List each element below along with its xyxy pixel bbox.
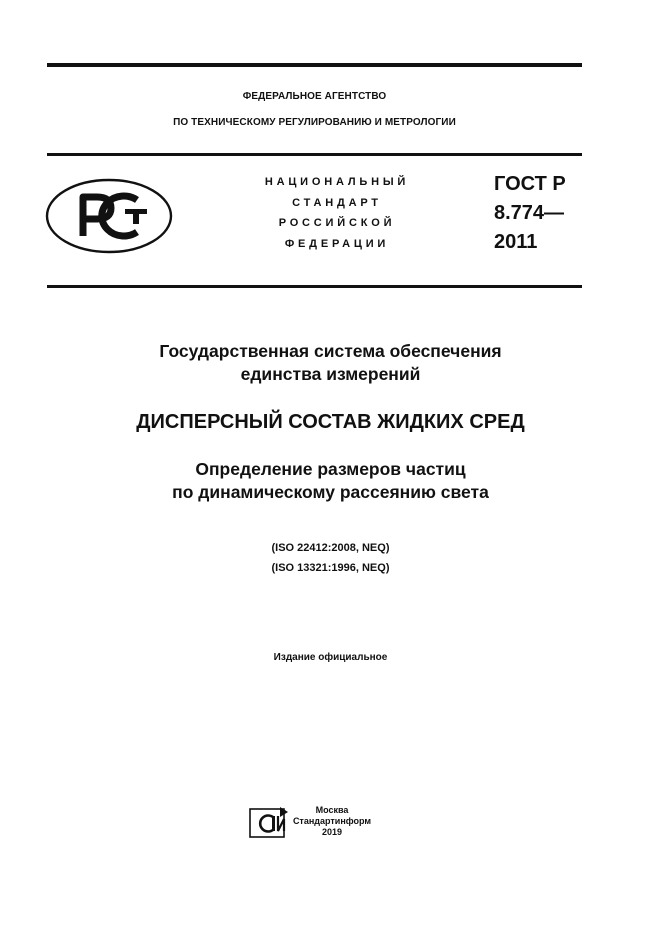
gost-line-2: 8.774— bbox=[494, 202, 565, 224]
system-title bbox=[0, 340, 661, 386]
iso-ref-1: (ISO 22412:2008, NEQ) bbox=[271, 542, 390, 554]
subtitle-line-2: по динамическому рассеянию света bbox=[172, 482, 489, 502]
system-title-line-2: единства измерений bbox=[240, 364, 421, 384]
publisher-info bbox=[290, 805, 374, 838]
iso-references bbox=[0, 538, 661, 578]
top-rule bbox=[47, 63, 582, 67]
national-line-3: РОССИЙСКОЙ bbox=[278, 217, 396, 229]
main-title: ДИСПЕРСНЫЙ СОСТАВ ЖИДКИХ СРЕД bbox=[136, 411, 525, 433]
iso-ref-2: (ISO 13321:1996, NEQ) bbox=[271, 562, 390, 574]
standartinform-logo-icon bbox=[249, 806, 289, 840]
national-standard-label bbox=[232, 172, 442, 254]
agency-line-1: ФЕДЕРАЛЬНОЕ АГЕНТСТВО bbox=[242, 91, 387, 102]
subtitle bbox=[0, 458, 661, 504]
gost-line-3: 2011 bbox=[494, 231, 538, 253]
publisher-name: Стандартинформ bbox=[292, 816, 372, 826]
title-block-rule bbox=[47, 285, 582, 288]
national-line-4: ФЕДЕРАЦИИ bbox=[284, 237, 390, 250]
rst-certification-logo-icon bbox=[45, 178, 173, 254]
agency-line-2: ПО ТЕХНИЧЕСКОМУ РЕГУЛИРОВАНИЮ И МЕТРОЛОГИИ bbox=[173, 117, 456, 128]
national-line-1: НАЦИОНАЛЬНЫЙ bbox=[264, 176, 410, 188]
gost-number bbox=[494, 170, 566, 257]
gost-line-1: ГОСТ Р bbox=[494, 173, 566, 195]
national-line-2: СТАНДАРТ bbox=[292, 196, 382, 209]
subtitle-line-1: Определение размеров частиц bbox=[195, 459, 466, 479]
system-title-line-1: Государственная система обеспечения bbox=[159, 341, 502, 361]
edition-label: Издание официальное bbox=[273, 652, 388, 663]
publisher-city: Москва bbox=[315, 805, 349, 815]
header-rule bbox=[47, 153, 582, 156]
publisher-year: 2019 bbox=[321, 827, 343, 837]
